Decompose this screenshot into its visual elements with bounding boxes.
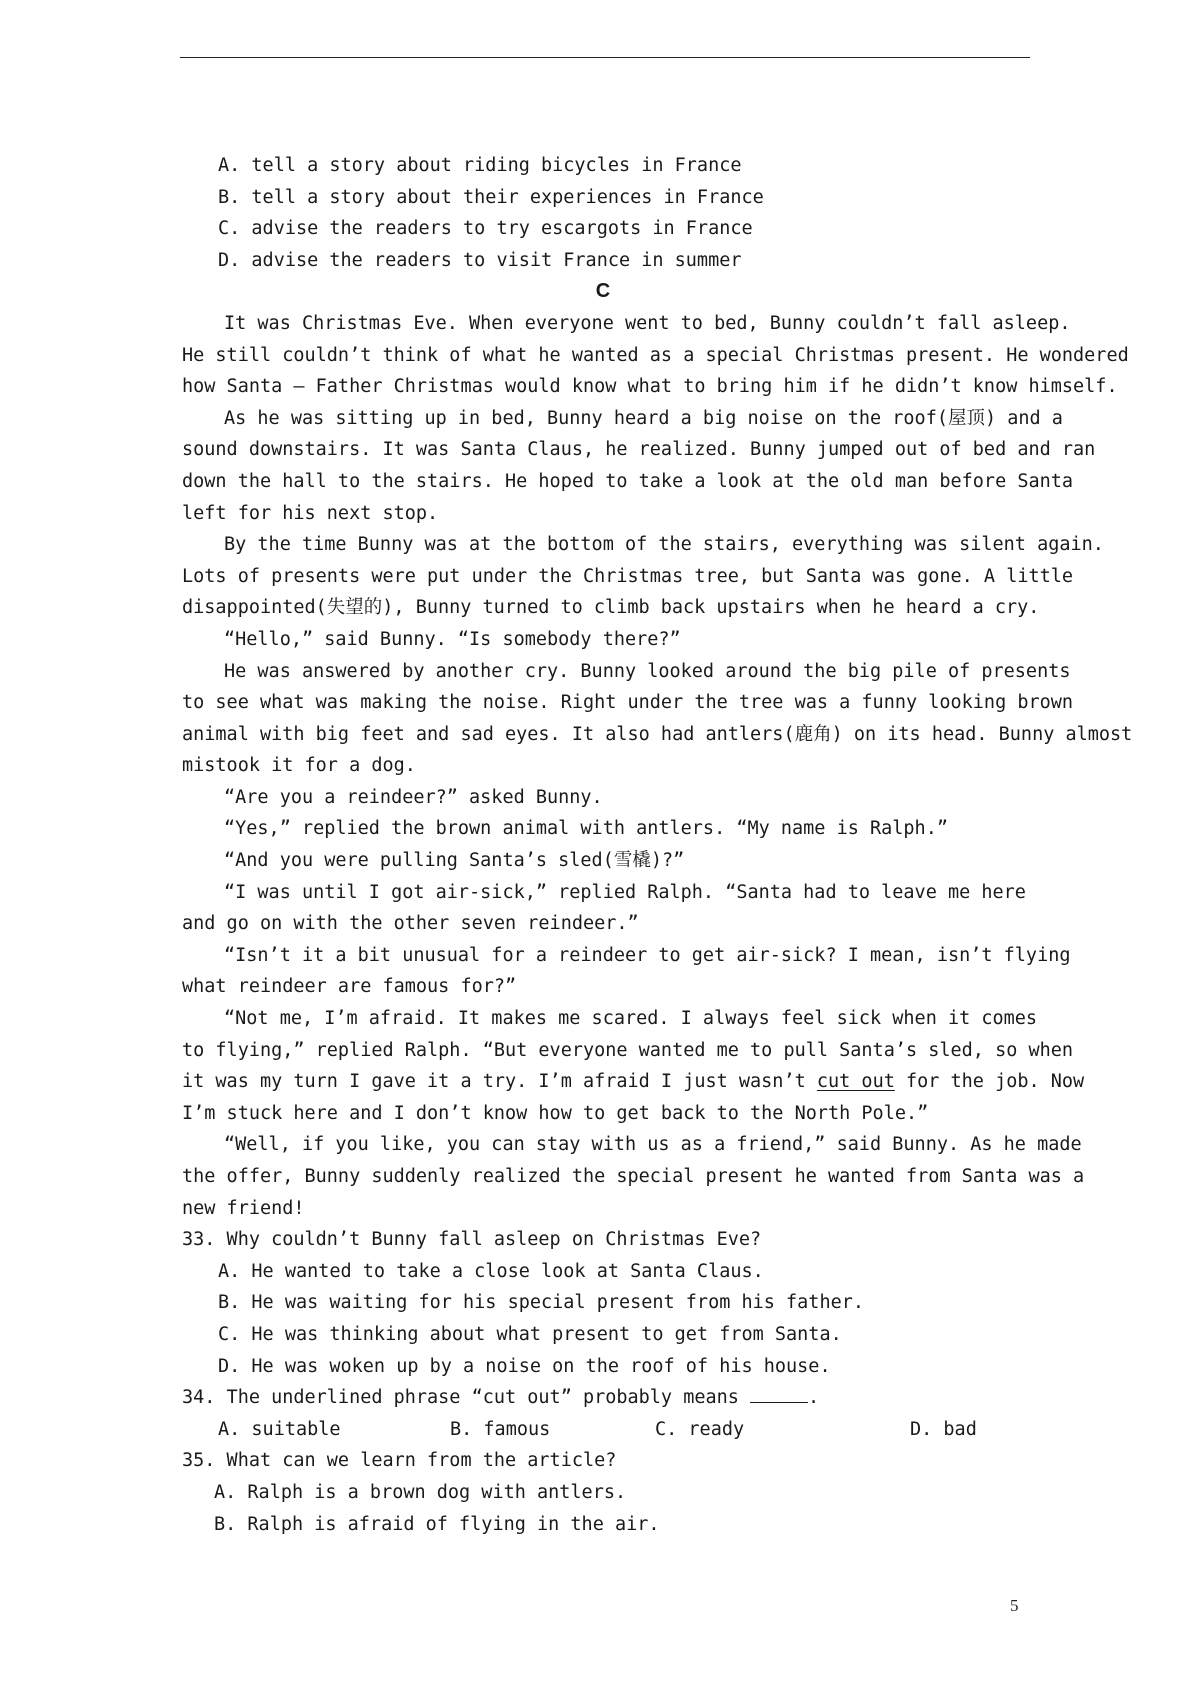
prev-option-b: B. tell a story about their experiences in France [218, 186, 764, 208]
underlined-phrase: cut out [816, 1071, 895, 1093]
question-33-option-c: C. He was thinking about what present to get from Santa. [218, 1323, 842, 1345]
question-34-stem [182, 1382, 1024, 1414]
passage-line: “Hello,” said Bunny. “Is somebody there?” [224, 628, 681, 650]
question-35-option-b: B. Ralph is afraid of flying in the air. [214, 1513, 660, 1535]
question-35-option-a: A. Ralph is a brown dog with antlers. [214, 1481, 627, 1503]
passage-line: Lots of presents were put under the Christmas tree, but Santa was gone. A little [182, 565, 1074, 587]
passage-line: As he was sitting up in bed, Bunny heard a big noise on the roof(屋顶) and a [224, 407, 1063, 429]
passage-text: for the job. Now [894, 1071, 1085, 1093]
passage-line: By the time Bunny was at the bottom of the stairs, everything was silent again. [224, 534, 1104, 556]
question-34-option-a: A. suitable [218, 1418, 341, 1440]
question-34-text: 34. The underlined phrase “cut out” probably means [182, 1387, 751, 1409]
question-33-option-a: A. He wanted to take a close look at Santa Claus. [218, 1260, 764, 1282]
passage-line: It was Christmas Eve. When everyone went to bed, Bunny couldn’t fall asleep. [224, 312, 1071, 334]
passage-line: new friend! [182, 1197, 305, 1219]
passage-line: I’m stuck here and I don’t know how to get back to the North Pole.” [182, 1102, 929, 1124]
passage-line: and go on with the other seven reindeer.” [182, 913, 639, 935]
passage-line: “Are you a reindeer?” asked Bunny. [224, 786, 603, 808]
passage-line: what reindeer are famous for?” [182, 976, 517, 998]
question-34-options [182, 1414, 1024, 1446]
answer-blank [750, 1384, 808, 1403]
question-33-stem: 33. Why couldn’t Bunny fall asleep on Christmas Eve? [182, 1229, 762, 1251]
question-33-option-d: D. He was woken up by a noise on the roof of his house. [218, 1355, 831, 1377]
passage-line: “Isn’t it a bit unusual for a reindeer to get air-sick? I mean, isn’t flying [224, 944, 1071, 966]
prev-option-d: D. advise the readers to visit France in summer [218, 249, 742, 271]
passage-line: “Well, if you like, you can stay with us as a friend,” said Bunny. As he made [224, 1134, 1082, 1156]
question-34-end: . [808, 1387, 820, 1409]
passage-line: to see what was making the noise. Right under the tree was a funny looking brown [182, 692, 1074, 714]
question-34-option-b: B. famous [450, 1418, 551, 1440]
passage-line: “And you were pulling Santa’s sled(雪橇)?” [224, 850, 685, 872]
question-34-option-c: C. ready [655, 1418, 745, 1440]
header-rule [180, 57, 1030, 58]
passage-line: mistook it for a dog. [182, 755, 416, 777]
question-34-option-d: D. bad [910, 1418, 977, 1440]
question-35-stem: 35. What can we learn from the article? [182, 1450, 617, 1472]
passage-line: “Not me, I’m afraid. It makes me scared. I always feel sick when it comes [224, 1008, 1038, 1030]
section-heading: C [595, 280, 611, 303]
passage-line: “Yes,” replied the brown animal with antlers. “My name is Ralph.” [224, 818, 948, 840]
passage-line: left for his next stop. [182, 502, 439, 524]
passage-line-underlined [182, 1066, 1085, 1098]
page-content [182, 150, 1133, 1540]
prev-option-c: C. advise the readers to try escargots in France [218, 218, 753, 240]
passage-line: the offer, Bunny suddenly realized the special present he wanted from Santa was a [182, 1166, 1085, 1187]
passage-line: to flying,” replied Ralph. “But everyone wanted me to pull Santa’s sled, so when [182, 1039, 1074, 1061]
passage-text: it was my turn I gave it a try. I’m afraid I just wasn’t [182, 1071, 817, 1093]
passage-line: how Santa — Father Christmas would know what to bring him if he didn’t know himself. [182, 376, 1118, 398]
passage-line: He was answered by another cry. Bunny looked around the big pile of presents [224, 660, 1071, 682]
passage-line: “I was until I got air-sick,” replied Ralph. “Santa had to leave me here [224, 881, 1026, 903]
passage-line: sound downstairs. It was Santa Claus, he realized. Bunny jumped out of bed and ran [182, 439, 1096, 461]
passage-line: He still couldn’t think of what he wanted as a special Christmas present. He wondered [182, 344, 1129, 366]
passage-line: down the hall to the stairs. He hoped to take a look at the old man before Santa [182, 470, 1074, 492]
page-number: 5 [1010, 1596, 1019, 1615]
prev-option-a: A. tell a story about riding bicycles in France [218, 155, 742, 176]
question-33-option-b: B. He was waiting for his special present from his father. [218, 1292, 865, 1314]
passage-line: animal with big feet and sad eyes. It also had antlers(鹿角) on its head. Bunny almost [182, 723, 1133, 745]
passage-line: disappointed(失望的), Bunny turned to climb back upstairs when he heard a cry. [182, 597, 1040, 619]
